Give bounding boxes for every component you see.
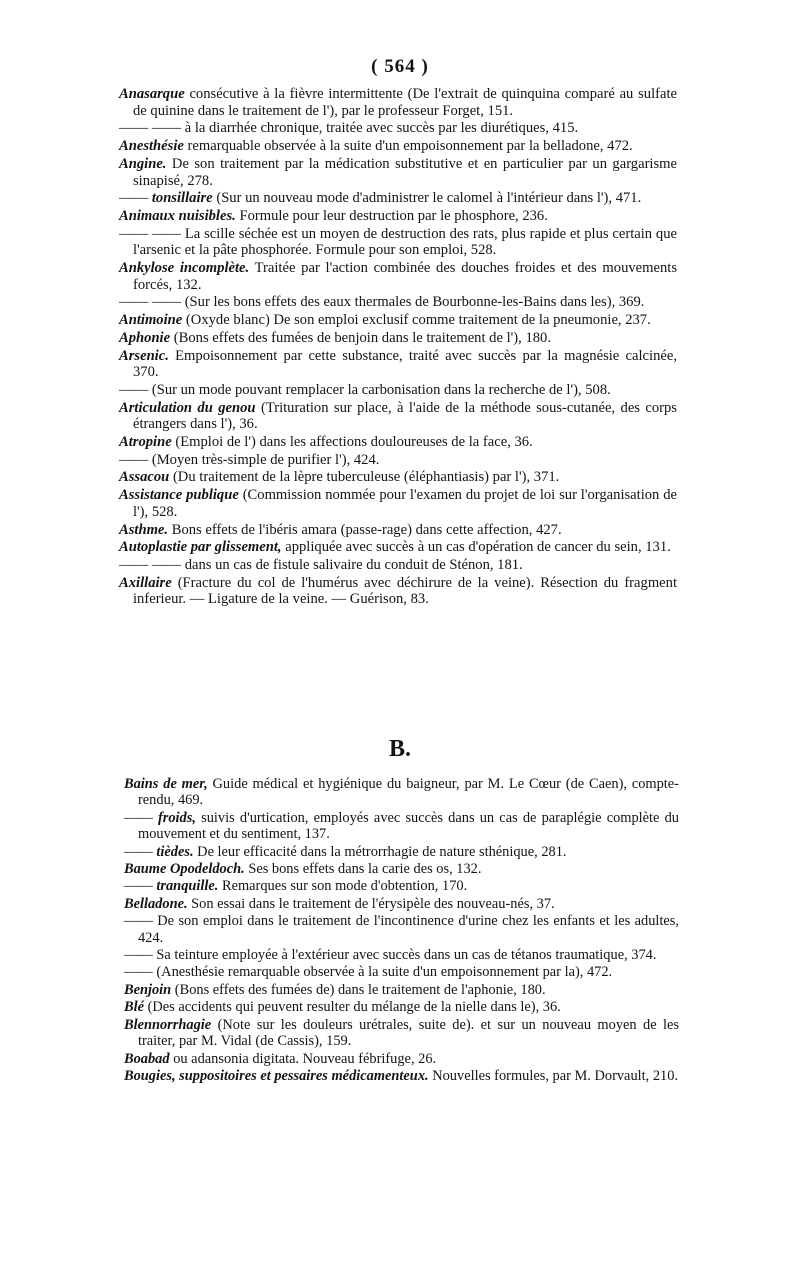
entry-headword: Autoplastie par glissement, xyxy=(119,539,282,556)
index-entry xyxy=(119,348,677,381)
entry-headword: Aphonie xyxy=(119,329,171,346)
index-entry xyxy=(119,312,677,329)
ditto-dash: —— xyxy=(124,843,153,860)
entry-text: (Oxyde blanc) De son emploi exclusif comme traitement de la pneumonie, 237. xyxy=(185,312,651,329)
entry-headword: Angine. xyxy=(119,155,167,172)
ditto-dash: —— —— xyxy=(119,120,182,137)
entry-text: Sa teinture employée à l'extérieur avec succès dans un cas de tétanos traumatique, 374. xyxy=(156,947,657,964)
ditto-dash: —— xyxy=(119,190,149,207)
entry-text: (Sur un nouveau mode d'administrer le calomel à l'intérieur dans l'), 471. xyxy=(216,190,642,207)
entry-text: (Fracture du col de l'humérus avec déchirure de la veine). Résection du fragment inferieur. — Ligature de la veine. — Guérison, 83. xyxy=(133,574,677,608)
index-entry xyxy=(119,487,677,520)
entry-headword: Anesthésie xyxy=(119,138,184,155)
entry-headword: tonsillaire xyxy=(151,190,213,207)
index-entry xyxy=(119,208,677,225)
entry-headword: Antimoine xyxy=(119,312,183,329)
index-entry xyxy=(124,913,679,946)
entry-text: ou adansonia digitata. Nouveau fébrifuge, 26. xyxy=(173,1050,437,1067)
index-entry xyxy=(124,999,679,1015)
entry-headword: Assistance publique xyxy=(119,487,239,504)
index-entry xyxy=(119,400,677,433)
entry-headword: Articulation du genou xyxy=(119,399,256,416)
index-entry xyxy=(119,226,677,259)
entry-text: La scille séchée est un moyen de destruction des rats, plus rapide et plus certain que l'arsenic et la pâte phosphorée. Formule pour son emploi, 528. xyxy=(133,225,677,259)
entry-text: Nouvelles formules, par M. Dorvault, 210. xyxy=(432,1067,679,1084)
entry-text: Remarques sur son mode d'obtention, 170. xyxy=(221,878,468,895)
entry-text: (Des accidents qui peuvent resulter du mélange de la nielle dans le), 36. xyxy=(147,999,561,1016)
entry-headword: Atropine xyxy=(119,434,172,451)
entry-headword: Assacou xyxy=(119,469,170,486)
index-entry xyxy=(119,539,677,556)
entry-text: Bons effets de l'ibéris amara (passe-rage) dans cette affection, 427. xyxy=(171,521,562,538)
entry-text: De son traitement par la médication substitutive et en particulier par un gargarisme sinapisé, 278. xyxy=(133,155,677,189)
entry-headword: Blé xyxy=(124,999,144,1016)
entry-headword: Blennorrhagie xyxy=(124,1016,212,1033)
entry-headword: Ankylose incomplète. xyxy=(119,260,250,277)
index-entry xyxy=(119,294,677,311)
entry-headword: froids, xyxy=(157,809,196,826)
entry-text: suivis d'urtication, employés avec succès dans un cas de paraplégie complète du mouvement et du sentiment, 137. xyxy=(138,809,680,843)
index-entry xyxy=(119,138,677,155)
index-entry xyxy=(119,382,677,399)
entry-headword: Belladone. xyxy=(124,895,188,912)
entry-text: remarquable observée à la suite d'un empoisonnement par la belladone, 472. xyxy=(187,138,633,155)
index-entry xyxy=(119,452,677,469)
index-entry xyxy=(124,896,679,912)
ditto-dash: —— xyxy=(119,451,149,468)
entry-text: dans un cas de fistule salivaire du conduit de Sténon, 181. xyxy=(184,556,523,573)
entry-headword: Arsenic. xyxy=(119,347,169,364)
index-entry xyxy=(124,810,679,843)
entry-headword: Anasarque xyxy=(119,86,185,102)
entry-text: Empoisonnement par cette substance, traité avec succès par la magnésie calcinée, 370. xyxy=(133,347,677,381)
index-entry xyxy=(124,1017,679,1050)
index-entry xyxy=(119,522,677,539)
ditto-dash: —— xyxy=(119,381,149,398)
entry-text: (Emploi de l') dans les affections douloureuses de la face, 36. xyxy=(175,434,533,451)
entry-text: appliquée avec succès à un cas d'opération de cancer du sein, 131. xyxy=(285,539,671,556)
entry-headword: Benjoin xyxy=(124,981,172,998)
entry-text: Son essai dans le traitement de l'érysipèle des nouveau-nés, 37. xyxy=(191,895,555,912)
index-entry xyxy=(119,156,677,189)
index-entry xyxy=(119,330,677,347)
index-entry xyxy=(119,434,677,451)
index-entry xyxy=(119,557,677,574)
entry-text: Ses bons effets dans la carie des os, 132. xyxy=(248,861,482,878)
ditto-dash: —— xyxy=(124,913,153,930)
index-entry xyxy=(119,469,677,486)
entry-text: (Moyen très-simple de purifier l'), 424. xyxy=(151,451,380,468)
entry-headword: Bougies, suppositoires et pessaires médicamenteux. xyxy=(124,1067,429,1084)
entry-text: Guide médical et hygiénique du baigneur, par M. Le Cœur (de Caen), compte-rendu, 469. xyxy=(138,776,679,809)
index-entry xyxy=(124,844,679,860)
index-entry xyxy=(124,878,679,894)
entry-text: Formule pour leur destruction par le phosphore, 236. xyxy=(239,207,548,224)
index-entry xyxy=(124,776,679,809)
index-entry xyxy=(124,1051,679,1067)
entry-text: consécutive à la fièvre intermittente (De l'extrait de quinquina comparé au sulfate de quinine dans le traitement de l'), par le professeur Forget, 151. xyxy=(133,86,677,119)
entry-text: (Trituration sur place, à l'aide de la méthode sous-cutanée, des corps étrangers dans l'), 36. xyxy=(133,399,677,433)
ditto-dash: —— xyxy=(124,964,153,981)
section-letter: B. xyxy=(388,736,411,762)
index-entry xyxy=(119,260,677,293)
page-number: ( 564 ) xyxy=(371,56,429,77)
entry-headword: Bains de mer, xyxy=(124,776,208,792)
entry-text: à la diarrhée chronique, traitée avec succès par les diurétiques, 415. xyxy=(184,120,579,137)
index-entry xyxy=(119,86,677,119)
index-entry xyxy=(124,1068,679,1084)
index-entry xyxy=(124,982,679,998)
entry-text: (Sur un mode pouvant remplacer la carbonisation dans la recherche de l'), 508. xyxy=(151,381,611,398)
entry-headword: Animaux nuisibles. xyxy=(119,207,236,224)
ditto-dash: —— xyxy=(124,947,153,964)
entry-text: De son emploi dans le traitement de l'incontinence d'urine chez les enfants et les adultes, 424. xyxy=(138,913,679,946)
index-entry xyxy=(119,190,677,207)
index-section-b xyxy=(124,776,679,1085)
entry-headword: tièdes. xyxy=(156,843,194,860)
index-section-a xyxy=(119,86,677,609)
entry-text: De leur efficacité dans la métrorrhagie de nature sthénique, 281. xyxy=(197,843,567,860)
entry-text: (Bons effets des fumées de benjoin dans le traitement de l'), 180. xyxy=(173,329,551,346)
entry-headword: Baume Opodeldoch. xyxy=(124,861,245,878)
entry-headword: Boabad xyxy=(124,1050,170,1067)
index-entry xyxy=(119,120,677,137)
entry-text: Traitée par l'action combinée des douches froides et des mouvements forcés, 132. xyxy=(133,260,678,293)
ditto-dash: —— xyxy=(124,809,153,826)
index-entry xyxy=(119,575,677,608)
entry-text: (Du traitement de la lèpre tuberculeuse (éléphantiasis) par l'), 371. xyxy=(172,469,560,486)
index-entry xyxy=(124,964,679,980)
entry-text: (Anesthésie remarquable observée à la suite d'un empoisonnement par la), 472. xyxy=(156,964,613,981)
ditto-dash: —— —— xyxy=(119,556,182,573)
ditto-dash: —— —— xyxy=(119,294,182,311)
entry-text: (Commission nommée pour l'examen du projet de loi sur l'organisation de l'), 528. xyxy=(133,487,677,520)
ditto-dash: —— —— xyxy=(119,225,182,242)
entry-text: (Note sur les douleurs urétrales, suite de). et sur un nouveau moyen de les traiter, par M. Vidal (de Cassis), 159. xyxy=(138,1016,679,1050)
entry-headword: tranquille. xyxy=(156,878,219,895)
index-entry xyxy=(124,947,679,963)
index-entry xyxy=(124,861,679,877)
entry-text: (Sur les bons effets des eaux thermales de Bourbonne-les-Bains dans les), 369. xyxy=(184,294,645,311)
entry-headword: Axillaire xyxy=(119,574,172,591)
ditto-dash: —— xyxy=(124,878,153,895)
entry-text: (Bons effets des fumées de) dans le traitement de l'aphonie, 180. xyxy=(174,981,546,998)
entry-headword: Asthme. xyxy=(119,521,169,538)
